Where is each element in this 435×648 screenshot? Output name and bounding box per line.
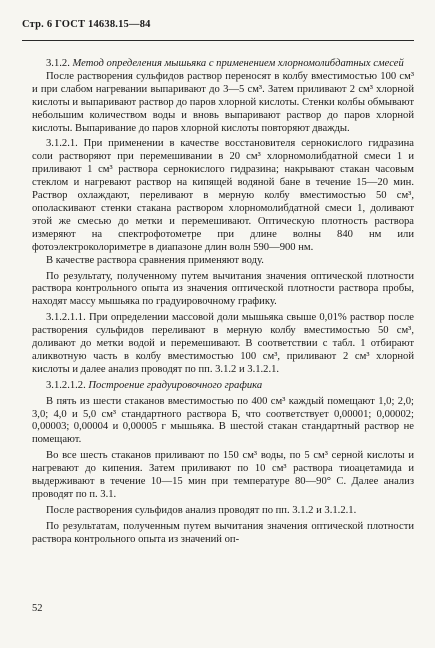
section-title: Метод определения мышьяка с применением хлорномолибдатных смесей xyxy=(72,58,404,69)
section-title: Построение градуировочного графика xyxy=(88,379,263,391)
running-head: Стр. 6 ГОСТ 14638.15—84 xyxy=(22,19,151,30)
paragraph: 3.1.2.1. При применении в качестве восстановителя сернокислого гидразина соли растворяют при перемешивании в 20 см³ хлорномолибдатной смеси 1 и приливают 1 см³ раствора сернокислого гидразина; накрывают стакан часовым стеклом и нагревают раствор на кипящей водяной бане в течение 15—20 мин. Раствор охлаждают, переливают в мерную колбу вместимостью 50 см³, ополаскивают стенки стакана раствором хлорномолибдатной смеси 1, доливают этой же смесью до метки и перемешивают. Оптическую плотность раствора измеряют на спектрофотометре при длине волны 840 нм или фотоэлектроколориметре в диапазоне длин волн 590—900 нм. xyxy=(32,138,414,253)
section-number: 3.1.2. xyxy=(46,58,70,69)
paragraph: После растворения сульфидов раствор переносят в колбу вместимостью 100 см³ и при слабом нагревании выпаривают до 3—5 см³. Затем приливают 2 см³ хлорной кислоты и выпаривают раствор до паров хлорной кислоты. Стенки колбы обмывают небольшим количеством воды и вновь выпаривают раствор до паров хлорной кислоты. Выпаривание до паров хлорной кислоты повторяют дважды. xyxy=(32,70,414,134)
page-number: 52 xyxy=(32,603,43,614)
paragraph: Во все шесть стаканов приливают по 150 см³ воды, по 5 см³ серной кислоты и нагревают до кипения. Затем приливают по 10 см³ раствора тиоацетамида и выдерживают в течение 10—15 мин при температуре 80—90° С. Далее анализ проводят по п. 3.1. xyxy=(32,450,414,500)
paragraph: После растворения сульфидов анализ проводят по пп. 3.1.2 и 3.1.2.1. xyxy=(46,504,357,516)
paragraph: По результатам, полученным путем вычитания значения оптической плотности раствора контрольного опыта из значений оп- xyxy=(32,520,414,545)
paragraph: В пять из шести стаканов вместимостью по 400 см³ каждый помещают 1,0; 2,0; 3,0; 4,0 и 5,0 см³ стандартного раствора Б, что соответствует 0,00001; 0,00002; 0,00003; 0,00004 и 0,00005 г мышьяка. В шестой стакан стандартный раствор не помещают. xyxy=(32,395,414,446)
paragraph: В качестве раствора сравнения применяют воду. xyxy=(46,254,264,266)
document-body xyxy=(32,58,414,547)
header-rule xyxy=(22,40,414,41)
paragraph: По результату, полученному путем вычитания значения оптической плотности раствора контрольного опыта из значения оптической плотности раствора пробы, находят массу мышьяка по градуировочному графику. xyxy=(32,270,414,308)
paragraph: 3.1.2.1.1. При определении массовой доли мышьяка свыше 0,01% раствор после растворения сульфидов переливают в мерную колбу вместимостью 50 см³, доливают до метки водой и перемешивают. В соответствии с табл. 1 отбирают аликвотную часть в колбу вместимостью 100 см³, приливают 2 см³ хлорной кислоты и далее анализ проводят по пп. 3.1.2 и 3.1.2.1. xyxy=(32,312,414,375)
section-number: 3.1.2.1.2. xyxy=(46,379,86,391)
section-heading xyxy=(32,58,414,71)
section-heading xyxy=(32,380,414,393)
